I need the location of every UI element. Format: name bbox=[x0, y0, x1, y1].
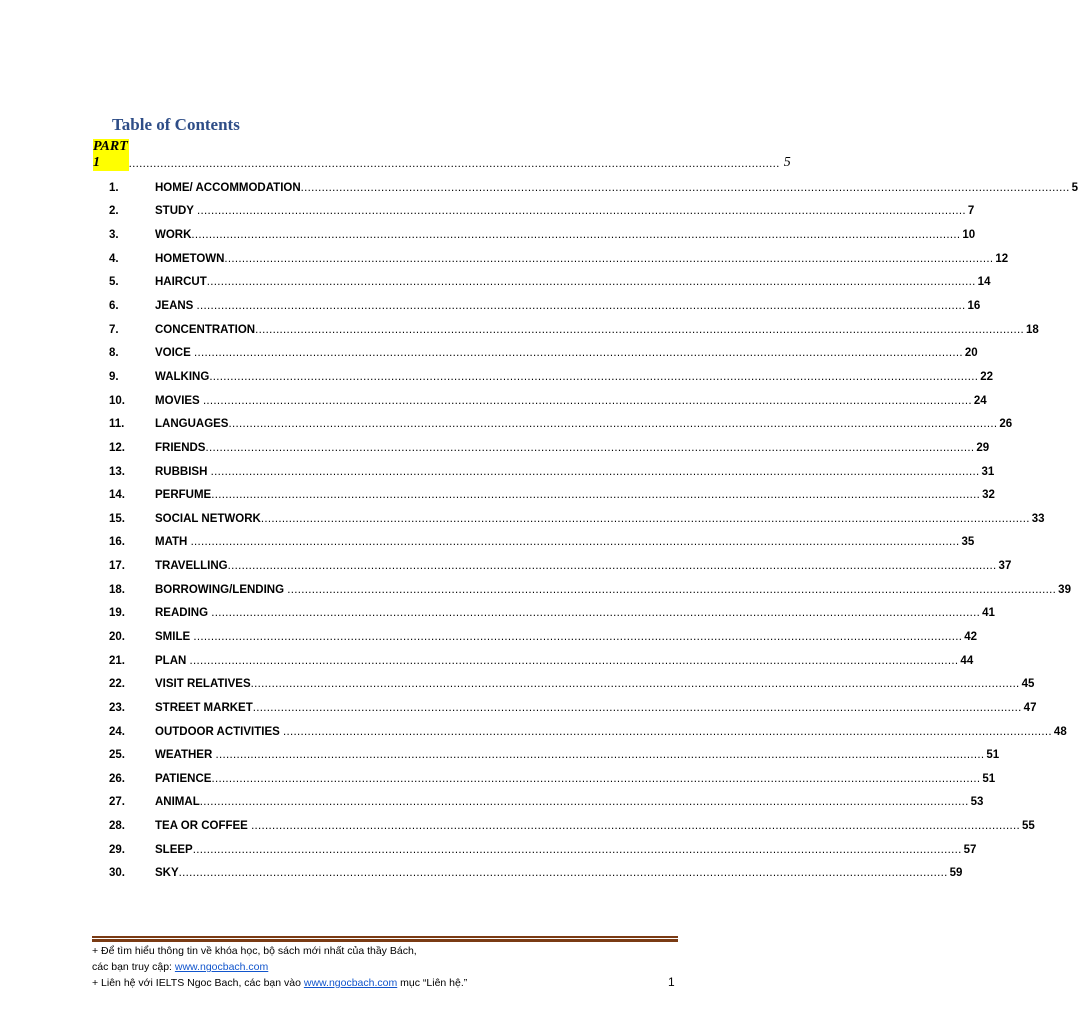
entry-title: PERFUME bbox=[155, 489, 212, 502]
leader-dots: ............................................................................................................................................................................................................................ bbox=[250, 678, 1020, 691]
entry-page-number: 51 bbox=[982, 772, 996, 785]
toc-entry[interactable] bbox=[109, 602, 995, 626]
entry-number: 13. bbox=[109, 465, 125, 478]
entry-page-number: 32 bbox=[982, 489, 995, 502]
toc-entry[interactable] bbox=[109, 791, 984, 815]
toc-entry[interactable] bbox=[109, 318, 1039, 342]
entry-number: 18. bbox=[109, 583, 125, 596]
leader-dots: ............................................................................................................................................................................................................................ bbox=[252, 701, 1022, 714]
entry-page-number: 12 bbox=[995, 252, 1009, 265]
leader-dots: ............................................................................................................................................................................................................................ bbox=[283, 725, 1052, 738]
leader-dots: ............................................................................................................................................................................................................................ bbox=[255, 323, 1025, 336]
entry-number: 2. bbox=[109, 205, 119, 218]
entry-page-number: 24 bbox=[973, 394, 987, 407]
leader-dots: ............................................................................................................................................................................................................................ bbox=[251, 820, 1020, 833]
entry-page-number: 33 bbox=[1031, 512, 1045, 525]
toc-entry[interactable] bbox=[109, 483, 995, 507]
toc-entry[interactable] bbox=[109, 176, 1078, 200]
leader-dots: ............................................................................................................................................................................................................................ bbox=[224, 252, 994, 265]
entry-title: CONCENTRATION bbox=[155, 323, 256, 336]
entry-page-number: 10 bbox=[962, 229, 976, 242]
leader-dots: ............................................................................................................................................................................................................................ bbox=[189, 654, 959, 667]
leader-dots: ............................................................................................................................................................................................................................ bbox=[210, 465, 980, 478]
entry-number: 1. bbox=[109, 181, 119, 194]
entry-title: VOICE bbox=[155, 347, 194, 360]
entry-title: WALKING bbox=[155, 370, 210, 383]
leader-dots: ............................................................................................................................................................................................................................ bbox=[211, 607, 981, 620]
part-page-number: 5 bbox=[783, 155, 791, 170]
entry-number: 14. bbox=[109, 489, 125, 502]
entry-title: RUBBISH bbox=[155, 465, 211, 478]
toc-entry[interactable] bbox=[109, 271, 991, 295]
footer-line-2 bbox=[92, 959, 682, 975]
entry-page-number: 26 bbox=[999, 418, 1013, 431]
toc-entry[interactable] bbox=[109, 696, 1037, 720]
entry-title: HAIRCUT bbox=[155, 276, 207, 289]
toc-entry[interactable] bbox=[109, 365, 994, 389]
entry-page-number: 18 bbox=[1026, 323, 1039, 336]
website-link[interactable]: www.ngocbach.com bbox=[174, 961, 269, 973]
entry-title: SLEEP bbox=[155, 843, 193, 856]
entry-title: OUTDOOR ACTIVITIES bbox=[155, 725, 283, 738]
entry-page-number: 22 bbox=[980, 370, 994, 383]
leader-dots: ............................................................................................................................................................................................................................ bbox=[211, 772, 981, 785]
entry-title: SKY bbox=[155, 867, 179, 880]
entry-number: 17. bbox=[109, 560, 125, 573]
entry-number: 21. bbox=[109, 654, 125, 667]
leader-dots: ............................................................................................................................................................................................................................ bbox=[211, 489, 981, 502]
entry-number: 22. bbox=[109, 678, 125, 691]
entry-page-number: 55 bbox=[1021, 820, 1035, 833]
entry-number: 16. bbox=[109, 536, 125, 549]
entry-page-number: 31 bbox=[981, 465, 995, 478]
entry-number: 8. bbox=[109, 347, 119, 360]
entry-number: 28. bbox=[109, 820, 125, 833]
toc-entry[interactable] bbox=[109, 625, 978, 649]
toc-entry[interactable] bbox=[109, 767, 996, 791]
entry-title: MATH bbox=[155, 536, 191, 549]
entry-page-number: 29 bbox=[976, 441, 990, 454]
entry-page-number: 44 bbox=[960, 654, 974, 667]
entry-page-number: 35 bbox=[961, 536, 975, 549]
toc-entry[interactable] bbox=[109, 720, 1067, 744]
entry-title: PLAN bbox=[155, 654, 190, 667]
entry-page-number: 39 bbox=[1058, 583, 1071, 596]
entry-number: 20. bbox=[109, 630, 125, 643]
toc-entry[interactable] bbox=[109, 554, 1012, 578]
entry-number: 11. bbox=[109, 418, 125, 431]
leader-dots: ............................................................................................................................................................................................................................ bbox=[191, 229, 961, 242]
leader-dots: ............................................................................................................................................................................................................................ bbox=[205, 441, 975, 454]
leader-dots: ............................................................................................................................................................................................................................ bbox=[287, 583, 1057, 596]
entry-title: SMILE bbox=[155, 630, 194, 643]
entry-title: BORROWING/LENDING bbox=[155, 583, 288, 596]
toc-entry[interactable] bbox=[109, 247, 1009, 271]
entry-title: VISIT RELATIVES bbox=[155, 678, 251, 691]
toc-entry[interactable] bbox=[109, 294, 981, 318]
toc-entry[interactable] bbox=[109, 862, 963, 886]
leader-dots: ............................................................................................................................................................................................................................ bbox=[193, 347, 963, 360]
entry-title: FRIENDS bbox=[155, 441, 206, 454]
leader-dots: ............................................................................................................................................................................................................................ bbox=[190, 536, 960, 549]
entry-number: 27. bbox=[109, 796, 125, 809]
entry-number: 7. bbox=[109, 323, 119, 336]
entry-page-number: 16 bbox=[967, 300, 981, 313]
footer-line-3 bbox=[92, 975, 682, 991]
entry-page-number: 47 bbox=[1023, 701, 1037, 714]
entry-page-number: 48 bbox=[1053, 725, 1067, 738]
entry-number: 6. bbox=[109, 300, 119, 313]
entry-number: 15. bbox=[109, 512, 125, 525]
entry-page-number: 59 bbox=[949, 867, 963, 880]
toc-entry[interactable] bbox=[109, 838, 977, 862]
entry-number: 30. bbox=[109, 867, 125, 880]
footer-line-2-text: các bạn truy cập: bbox=[92, 961, 175, 973]
entry-number: 4. bbox=[109, 252, 119, 265]
entry-number: 10. bbox=[109, 394, 125, 407]
toc-entry[interactable] bbox=[109, 531, 975, 555]
leader-dots: ............................................................................................................................................................................................................................ bbox=[215, 749, 985, 762]
toc-entry[interactable] bbox=[109, 436, 990, 460]
leader-dots: ............................................................................................................................................................................................................................ bbox=[199, 796, 969, 809]
toc-entry[interactable] bbox=[109, 223, 976, 247]
entry-title: PATIENCE bbox=[155, 772, 212, 785]
toc-entry[interactable] bbox=[109, 200, 975, 224]
entry-number: 19. bbox=[109, 607, 125, 620]
toc-entry[interactable] bbox=[109, 578, 1071, 602]
footer-line-3-suffix: mục “Liên hệ.” bbox=[397, 977, 468, 989]
leader-dots: ............................................................................................................................................................................................................................ bbox=[228, 418, 998, 431]
entry-title: TRAVELLING bbox=[155, 560, 228, 573]
entry-number: 5. bbox=[109, 276, 119, 289]
entry-title: HOMETOWN bbox=[155, 252, 225, 265]
toc-entry[interactable] bbox=[109, 672, 1035, 696]
leader-dots: ............................................................................................................................................................................................................................ bbox=[300, 181, 1070, 194]
entry-number: 26. bbox=[109, 772, 125, 785]
toc-list bbox=[109, 176, 1078, 885]
leader-dots: ............................................................................................................................................................................................................................ bbox=[206, 276, 976, 289]
entry-page-number: 7 bbox=[967, 205, 975, 218]
entry-page-number: 51 bbox=[986, 749, 1000, 762]
entry-number: 25. bbox=[109, 749, 125, 762]
entry-number: 24. bbox=[109, 725, 125, 738]
leader-dots: ............................................................................................................................................................................................................................ bbox=[196, 205, 966, 218]
leader-dots: ............................................................................................................................................................................................................................ bbox=[193, 630, 963, 643]
entry-title: STUDY bbox=[155, 205, 197, 218]
entry-title: MOVIES bbox=[155, 394, 203, 407]
entry-page-number: 41 bbox=[982, 607, 995, 620]
footer bbox=[92, 943, 682, 991]
entry-number: 3. bbox=[109, 229, 119, 242]
entry-page-number: 37 bbox=[998, 560, 1012, 573]
entry-page-number: 42 bbox=[964, 630, 978, 643]
entry-title: HOME/ ACCOMMODATION bbox=[155, 181, 301, 194]
toc-entry[interactable] bbox=[109, 814, 1035, 838]
leader-dots: ............................................................................................................................................................................................................................ bbox=[227, 560, 997, 573]
entry-title: SOCIAL NETWORK bbox=[155, 512, 261, 525]
entry-title: STREET MARKET bbox=[155, 701, 253, 714]
entry-number: 12. bbox=[109, 441, 125, 454]
footer-line-1: + Để tìm hiểu thông tin về khóa học, bộ sách mới nhất của thầy Bách, bbox=[92, 945, 417, 957]
entry-title: WORK bbox=[155, 229, 192, 242]
entry-page-number: 5 bbox=[1071, 181, 1078, 194]
leader-dots: ............................................................................................................................................................................................................................ bbox=[260, 512, 1030, 525]
toc-entry[interactable] bbox=[109, 460, 995, 484]
part-label: PART 1 bbox=[93, 139, 128, 170]
toc-entry[interactable] bbox=[109, 412, 1013, 436]
toc-title: Table of Contents bbox=[112, 115, 240, 134]
entry-title: ANIMAL bbox=[155, 796, 200, 809]
leader-dots: ............................................................................................................................................................................................................................ bbox=[178, 867, 948, 880]
entry-page-number: 20 bbox=[964, 347, 978, 360]
entry-number: 29. bbox=[109, 843, 125, 856]
toc-entry[interactable] bbox=[109, 389, 987, 413]
toc-part-1[interactable] bbox=[93, 139, 791, 171]
entry-number: 9. bbox=[109, 370, 119, 383]
footer-line-3-text: + Liên hệ với IELTS Ngoc Bach, các bạn vào bbox=[92, 977, 304, 989]
leader-dots: ............................................................................................................................................................................................................................ bbox=[209, 370, 979, 383]
toc-entry[interactable] bbox=[109, 649, 974, 673]
toc-entry[interactable] bbox=[109, 507, 1045, 531]
entry-page-number: 45 bbox=[1021, 678, 1035, 691]
toc-entry[interactable] bbox=[109, 743, 1000, 767]
leader-dots: ............................................................................................................................................................................................................................ bbox=[202, 394, 972, 407]
entry-title: TEA OR COFFEE bbox=[155, 820, 252, 833]
entry-title: WEATHER bbox=[155, 749, 216, 762]
entry-number: 23. bbox=[109, 701, 125, 714]
page-number: 1 bbox=[668, 975, 675, 989]
leader-dots: ............................................................................................................................................................................................................................ bbox=[192, 843, 962, 856]
leader-dots: .......................................................................................................................................................................................... bbox=[128, 156, 780, 170]
entry-page-number: 57 bbox=[963, 843, 977, 856]
entry-title: LANGUAGES bbox=[155, 418, 229, 431]
entry-page-number: 53 bbox=[970, 796, 984, 809]
entry-page-number: 14 bbox=[977, 276, 991, 289]
leader-dots: ............................................................................................................................................................................................................................ bbox=[196, 300, 966, 313]
toc-entry[interactable] bbox=[109, 341, 978, 365]
footer-divider bbox=[92, 936, 678, 942]
entry-title: JEANS bbox=[155, 300, 197, 313]
contact-website-link[interactable]: www.ngocbach.com bbox=[303, 977, 398, 989]
entry-title: READING bbox=[155, 607, 212, 620]
